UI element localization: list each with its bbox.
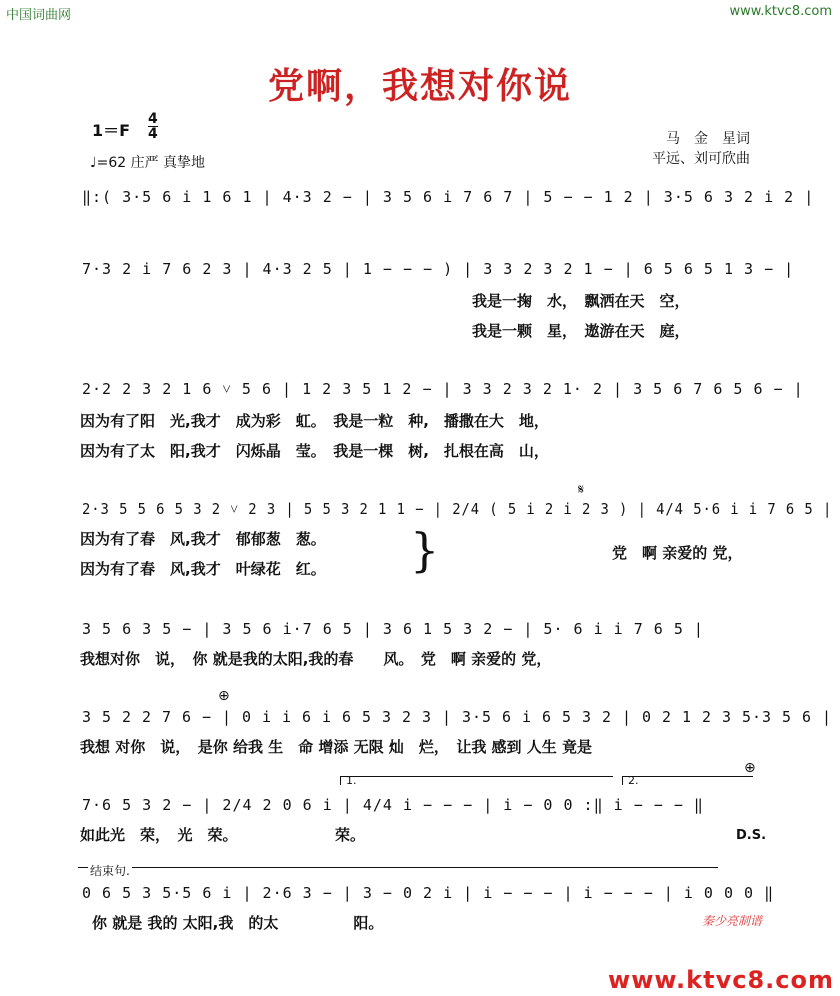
- time-signature: [148, 112, 158, 141]
- score-row-6-lyrics: 我想 对你 说， 是你 给我 生 命 增添 无限 灿 烂， 让我 感到 人生 竟是: [80, 738, 593, 756]
- scribe-credit: 秦少亮制谱: [701, 914, 762, 928]
- score-row-3-notes: 2·2 2 3 2 1 6 ˅ 5 6 | 1 2 3 5 1 2 − | 3 3 2 3 2 1· 2 | 3 5 6 7 6 5 6 − |: [82, 380, 804, 398]
- coda-sign-1: ⊕: [218, 688, 230, 704]
- key-signature: 1＝F: [92, 121, 131, 140]
- score-row-4-lyrics-refrain: 党 啊 亲爱的 党，: [612, 544, 743, 562]
- volta-bracket-2: [622, 776, 753, 785]
- score-row-5-lyrics: 我想对你 说， 你 就是我的太阳,我的春 风。 党 啊 亲爱的 党，: [80, 650, 552, 668]
- volta-label-2: 2.: [628, 774, 639, 787]
- score-row-5-notes: 3 5 6 3 5 − | 3 5 6 i·7 6 5 | 3 6 1 5 3 2 − | 5· 6 i i 7 6 5 |: [82, 620, 704, 638]
- site-url-right: www.ktvc8.com: [729, 4, 832, 19]
- score-row-1-notes: ‖:( 3·5 6 i 1 6 1 | 4·3 2 − | 3 5 6 i 7 6 7 | 5 − − 1 2 | 3·5 6 3 2 i 2 |: [82, 188, 815, 206]
- score-row-7-notes: 7·6 5 3 2 − | 2/4 2 0 6 i | 4/4 i − − − | i − 0 0 :‖ i − − − ‖: [82, 796, 704, 814]
- dal-segno-mark: D.S.: [736, 828, 767, 843]
- meter-top: 4: [148, 111, 158, 127]
- tempo-marking: [90, 152, 205, 172]
- quarter-note-icon: ♩: [90, 155, 97, 171]
- score-row-6-notes: 3 5 2 2 7 6 − | 0 i i 6 i 6 5 3 2 3 | 3·5 6 i 6 5 3 2 | 0 2 1 2 3 5·3 5 6 |: [82, 708, 833, 726]
- score-row-7-lyrics: 如此光 荣， 光 荣。 荣。: [80, 826, 366, 844]
- tempo-text: =62 庄严 真挚地: [96, 155, 206, 171]
- score-row-2-lyrics-verse1: 我是一掬 水， 飘洒在天 空，: [472, 292, 690, 310]
- ending-bracket-line: [78, 867, 718, 868]
- score-row-2-lyrics-verse2: 我是一颗 星， 遨游在天 庭，: [472, 322, 690, 340]
- score-row-4-notes: 2·3 5 5 6 5 3 2 ˅ 2 3 | 5 5 3 2 1 1 − | 2/4 ( 5 i 2 i 2 3 ) | 4/4 5·6 i i 7 6 5 |: [82, 500, 833, 518]
- song-title: 党啊，我想对你说: [267, 66, 572, 107]
- score-row-3-lyrics-verse2: 因为有了太 阳,我才 闪烁晶 莹。 我是一棵 树, 扎根在高 山，: [80, 442, 549, 460]
- lyricist-credit: 马 金 星词: [666, 131, 750, 147]
- verse-brace: }: [410, 523, 440, 577]
- score-row-4-lyrics-verse2: 因为有了春 风,我才 叶绿花 红。: [80, 560, 326, 578]
- score-row-3-lyrics-verse1: 因为有了阳 光,我才 成为彩 虹。 我是一粒 种, 播撒在大 地，: [80, 412, 549, 430]
- volta-label-1: 1.: [346, 774, 357, 787]
- score-row-8-notes: 0 6 5 3 5·5 6 i | 2·6 3 − | 3 − 0 2 i | i − − − | i − − − | i 0 0 0 ‖: [82, 884, 775, 902]
- score-row-4-lyrics-verse1: 因为有了春 风,我才 郁郁葱 葱。: [80, 530, 326, 548]
- score-row-8-lyrics: 你 就是 我的 太阳,我 的太 阳。: [92, 914, 384, 932]
- coda-sign-2: ⊕: [744, 760, 756, 776]
- meter-bottom: 4: [148, 126, 158, 142]
- volta-bracket-1: [340, 776, 613, 785]
- segno-sign: 𝄋: [578, 482, 585, 498]
- composer-credit: 平远、刘可欣曲: [652, 151, 750, 167]
- site-watermark-logo: www.ktvc8.com: [608, 966, 834, 994]
- site-name-left: 中国词曲网: [6, 8, 72, 23]
- ending-label: 结束句.: [90, 864, 130, 878]
- score-row-2-notes: 7·3 2 i 7 6 2 3 | 4·3 2 5 | 1 − − − ) | 3 3 2 3 2 1 − | 6 5 6 5 1 3 − |: [82, 260, 795, 278]
